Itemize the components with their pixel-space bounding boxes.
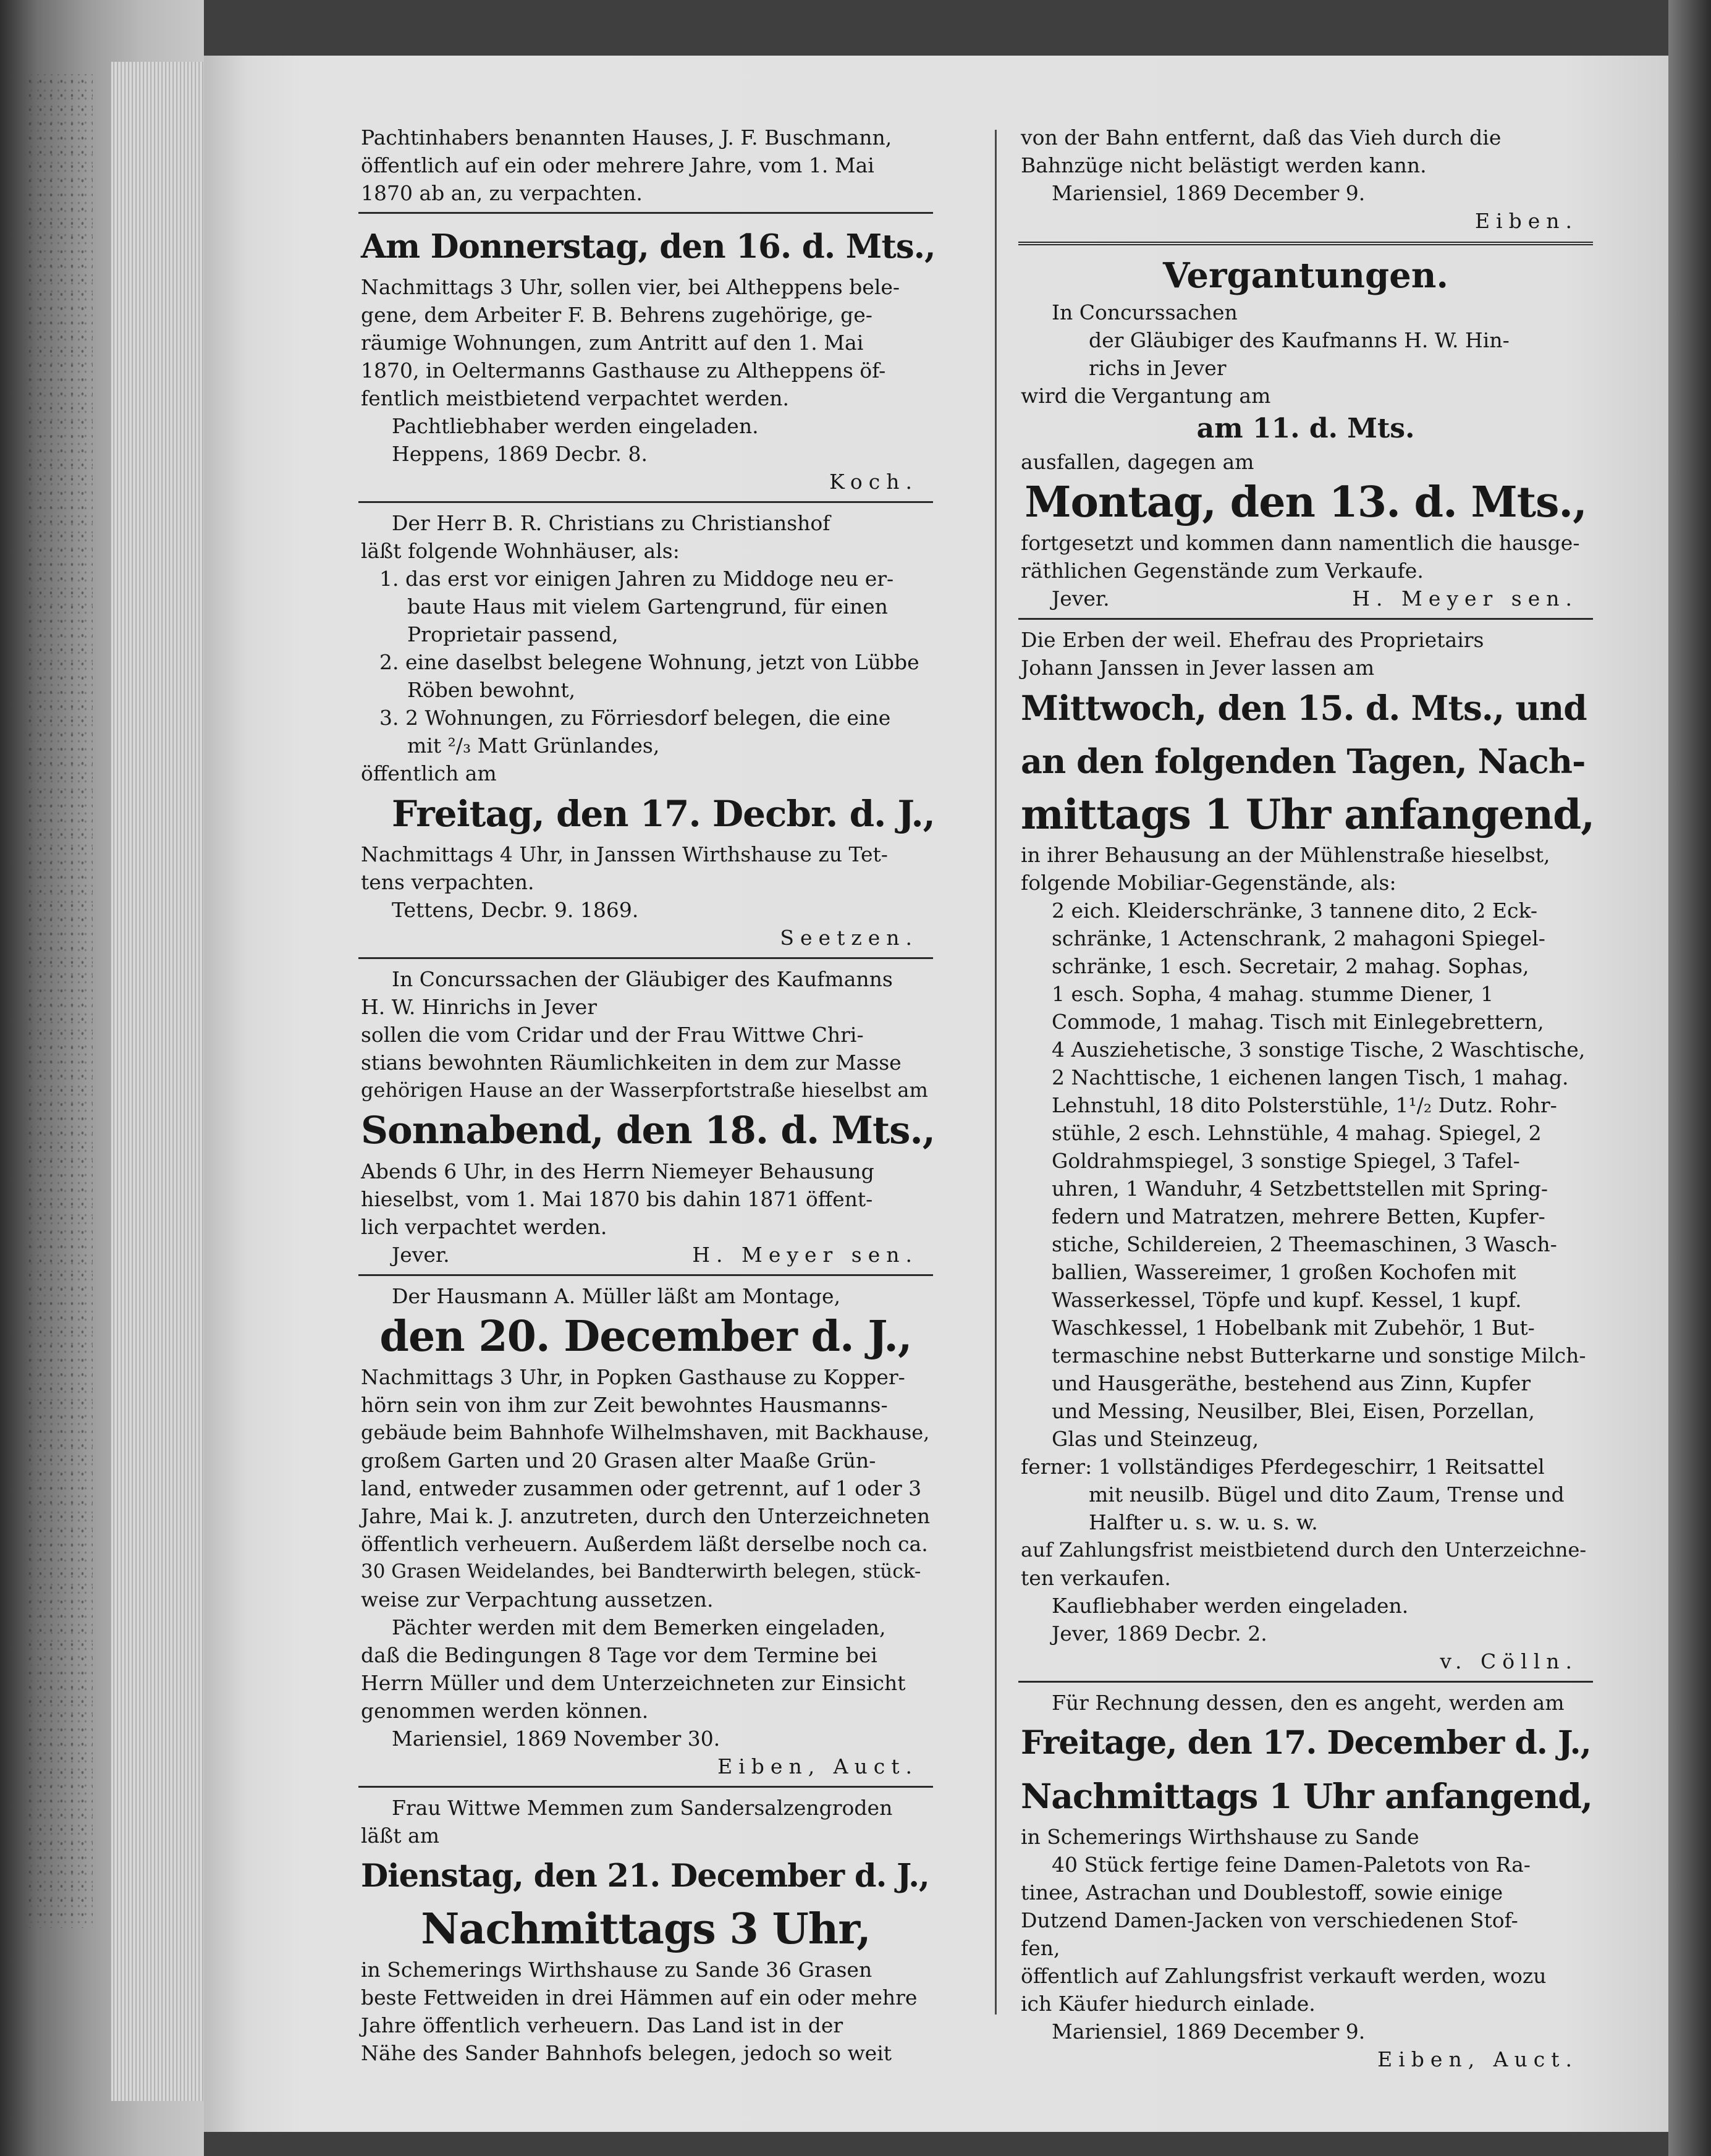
list-item: 3. 2 Wohnungen, zu Förriesdorf belegen, die eine	[379, 706, 891, 730]
notice-headline: Dienstag, den 21. December d. J.,	[361, 1858, 929, 1895]
notice-headline: Freitag, den 17. Decbr. d. J.,	[392, 793, 935, 835]
notice-headline: Montag, den 13. d. Mts.,	[1024, 478, 1587, 527]
notice-line: großem Garten und 20 Grasen alter Maaße Grün-	[361, 1448, 876, 1473]
notice-hinrichs-lease	[358, 965, 933, 1269]
notice-headline: Freitage, den 17. December d. J.,	[1021, 1724, 1591, 1762]
notice-line: von der Bahn entfernt, daß das Vieh durch die	[1021, 125, 1502, 150]
notice-line: daß die Bedingungen 8 Tage vor dem Termine bei	[361, 1643, 877, 1667]
inventory-line: schränke, 1 esch. Secretair, 2 mahag. Sophas,	[1052, 954, 1529, 978]
notice-footer	[361, 1241, 931, 1269]
list-item: 1. das erst vor einigen Jahren zu Middoge neu er-	[379, 567, 894, 591]
notice-headline: Mittwoch, den 15. d. Mts., und	[1021, 688, 1587, 728]
inventory-line: ballien, Wassereimer, 1 großen Kochofen mit	[1052, 1260, 1516, 1284]
notice-memmen-continued	[1018, 124, 1593, 235]
inventory-line: Wasserkessel, Töpfe und kupf. Kessel, 1 kupf.	[1052, 1288, 1522, 1312]
notice-line: Dutzend Damen-Jacken von verschiedenen Stof-	[1021, 1908, 1518, 1932]
inventory-line: termaschine nebst Butterkarne und sonstige Milch-	[1052, 1343, 1586, 1368]
notice-line: Jahre, Mai k. J. anzutreten, durch den Unterzeichneten	[361, 1504, 931, 1528]
inventory-line: 1 esch. Sopha, 4 mahag. stumme Diener, 1	[1052, 982, 1494, 1006]
marbled-cover	[25, 74, 93, 1928]
notice-headline: Sonnabend, den 18. d. Mts.,	[361, 1109, 935, 1152]
notice-separator	[1018, 618, 1593, 620]
notice-vergantung-hinrichs	[1018, 253, 1593, 613]
notice-headline: den 20. December d. J.,	[379, 1312, 912, 1361]
section-separator	[1018, 242, 1593, 245]
notice-line: 30 Grasen Weidelandes, bei Bandterwirth belegen, stück-	[361, 1560, 921, 1583]
list-item: baute Haus mit vielem Gartengrund, für einen	[407, 594, 888, 619]
notice-place-date: Jever.	[1052, 586, 1110, 611]
notice-signature: H. Meyer sen.	[692, 1243, 918, 1267]
inventory-line: schränke, 1 Actenschrank, 2 mahagoni Spiegel-	[1052, 926, 1545, 950]
notice-line: ich Käufer hiedurch einlade.	[1021, 1992, 1316, 2016]
list-item: Proprietair passend,	[407, 622, 619, 646]
notice-line: Johann Janssen in Jever lassen am	[1021, 656, 1375, 680]
notice-line: land, entweder zusammen oder getrennt, auf 1 oder 3	[361, 1476, 922, 1500]
notice-line: Nachmittags 3 Uhr, in Popken Gasthause zu Kopper-	[361, 1365, 905, 1389]
notice-line: Herrn Müller und dem Unterzeichneten zur Einsicht	[361, 1671, 906, 1695]
notice-line: lich verpachtet werden.	[361, 1215, 607, 1239]
notice-separator	[358, 957, 933, 959]
inventory-line: Waschkessel, 1 Hobelbank mit Zubehör, 1 But-	[1052, 1316, 1535, 1340]
inventory-line: Lehnstuhl, 18 dito Polsterstühle, 1¹/₂ Dutz. Rohr-	[1052, 1093, 1557, 1117]
notice-signature: Eiben, Auct.	[717, 1754, 918, 1778]
notice-mueller	[358, 1282, 933, 1781]
notice-line: öffentlich verheuern. Außerdem läßt derselbe noch ca.	[361, 1532, 928, 1556]
inventory-line: 2 Nachttische, 1 eichenen langen Tisch, 1 mahag.	[1052, 1065, 1569, 1089]
notice-line: läßt folgende Wohnhäuser, als:	[361, 539, 680, 563]
inventory-line: Commode, 1 mahag. Tisch mit Einlegebrettern,	[1052, 1010, 1544, 1034]
notice-line: ausfallen, dagegen am	[1021, 450, 1254, 474]
notice-place-date: Mariensiel, 1869 December 9.	[1052, 181, 1366, 205]
inventory-line: und Messing, Neusilber, Blei, Eisen, Porzellan,	[1052, 1399, 1535, 1423]
notice-line: H. W. Hinrichs in Jever	[361, 995, 597, 1019]
notice-line: Pächter werden mit dem Bemerken eingeladen,	[392, 1615, 886, 1639]
notice-line: 40 Stück fertige feine Damen-Paletots von Ra-	[1052, 1853, 1531, 1877]
inventory-line: uhren, 1 Wanduhr, 4 Setzbettstellen mit Spring-	[1052, 1177, 1548, 1201]
notice-separator	[358, 212, 933, 214]
notice-place-date: Tettens, Decbr. 9. 1869.	[392, 898, 639, 922]
notice-line: Der Hausmann A. Müller läßt am Montage,	[392, 1284, 841, 1308]
notice-line: Nachmittags 4 Uhr, in Janssen Wirthshause zu Tet-	[361, 842, 888, 866]
notice-line: Bahnzüge nicht belästigt werden kann.	[1021, 153, 1427, 177]
notice-separator	[358, 1274, 933, 1276]
notice-line: öffentlich am	[361, 761, 497, 785]
notice-line: Nachmittags 3 Uhr, sollen vier, bei Altheppens bele-	[361, 275, 900, 299]
notice-line: ten verkaufen.	[1021, 1566, 1171, 1590]
notice-memmen	[358, 1794, 933, 2067]
notice-place-date: Mariensiel, 1869 November 30.	[392, 1727, 720, 1751]
notice-signature: Seetzen.	[780, 926, 918, 950]
left-column	[358, 124, 936, 2065]
notice-line: Abends 6 Uhr, in des Herrn Niemeyer Behausung	[361, 1159, 874, 1183]
inventory-line: ferner: 1 vollständiges Pferdegeschirr, 1 Reitsattel	[1021, 1455, 1545, 1479]
inventory-line: 2 eich. Kleiderschränke, 3 tannene dito, 2 Eck-	[1052, 898, 1538, 923]
notice-line: tinee, Astrachan und Doublestoff, sowie einige	[1021, 1880, 1503, 1904]
notice-line: fen,	[1021, 1936, 1060, 1960]
notice-line: in ihrer Behausung an der Mühlenstraße hieselbst,	[1021, 843, 1550, 867]
notice-line: Frau Wittwe Memmen zum Sandersalzengroden	[392, 1796, 893, 1820]
notice-line: sollen die vom Cridar und der Frau Wittwe Chri-	[361, 1023, 864, 1047]
notice-buschmann	[358, 124, 933, 207]
notice-headline: Nachmittags 1 Uhr anfangend,	[1021, 1776, 1592, 1816]
column-divider	[995, 130, 997, 2014]
notice-footer	[1021, 585, 1591, 613]
notice-christians	[358, 509, 933, 952]
notice-headline: Nachmittags 3 Uhr,	[421, 1904, 871, 1954]
notice-paletots-sale	[1018, 1689, 1593, 2074]
notice-line: hieselbst, vom 1. Mai 1870 bis dahin 1871 öffent-	[361, 1187, 873, 1211]
inventory-line: Glas und Steinzeug,	[1052, 1427, 1259, 1451]
notice-line: tens verpachten.	[361, 870, 534, 894]
notice-line: läßt am	[361, 1824, 439, 1848]
page-gutter	[1668, 0, 1711, 2156]
notice-line: räumige Wohnungen, zum Antritt auf den 1. Mai	[361, 331, 864, 355]
notice-line: fortgesetzt und kommen dann namentlich die hausge-	[1021, 531, 1580, 555]
inventory-line: und Hausgeräthe, bestehend aus Zinn, Kupfer	[1052, 1371, 1531, 1395]
notice-separator	[358, 1786, 933, 1788]
notice-behrens	[358, 220, 936, 496]
notice-line: In Concurssachen	[1052, 300, 1238, 324]
list-item: mit ²/₃ Matt Grünlandes,	[407, 733, 660, 758]
notice-line: in Schemerings Wirthshause zu Sande	[1021, 1825, 1419, 1849]
notice-signature: Koch.	[829, 470, 918, 494]
notice-separator	[1018, 1681, 1593, 1683]
notice-line: auf Zahlungsfrist meistbietend durch den Unterzeichne-	[1021, 1538, 1587, 1562]
notice-line: richs in Jever	[1089, 356, 1227, 380]
notice-line: Pachtinhabers benannten Hauses, J. F. Buschmann,	[361, 125, 892, 150]
notice-line: hörn sein von ihm zur Zeit bewohntes Hausmanns-	[361, 1393, 888, 1417]
notice-line: räthlichen Gegenstände zum Verkaufe.	[1021, 559, 1424, 583]
notice-place-date: Jever.	[392, 1243, 450, 1267]
notice-line: 1870, in Oeltermanns Gasthause zu Altheppens öf-	[361, 358, 886, 383]
notice-line: der Gläubiger des Kaufmanns H. W. Hin-	[1089, 328, 1510, 352]
inventory-line: federn und Matratzen, mehrere Betten, Kupfer-	[1052, 1204, 1545, 1228]
notice-headline: an den folgenden Tagen, Nach-	[1021, 742, 1586, 781]
notice-line: in Schemerings Wirthshause zu Sande 36 Grasen	[361, 1958, 872, 1982]
notice-line: stians bewohnten Räumlichkeiten in dem zur Masse	[361, 1051, 902, 1075]
notice-subheadline: am 11. d. Mts.	[1196, 413, 1415, 444]
notice-line: gebäude beim Bahnhofe Wilhelmshaven, mit Backhause,	[361, 1421, 930, 1444]
notice-signature: v. Cölln.	[1440, 1649, 1578, 1673]
inventory-line: stühle, 2 esch. Lehnstühle, 4 mahag. Spiegel, 2	[1052, 1121, 1542, 1145]
notice-signature: Eiben, Auct.	[1377, 2047, 1578, 2071]
notice-line: weise zur Verpachtung aussetzen.	[361, 1587, 714, 1612]
notice-signature: H. Meyer sen.	[1352, 586, 1578, 611]
notice-headline: Am Donnerstag, den 16. d. Mts.,	[361, 227, 936, 266]
notice-line: Der Herr B. R. Christians zu Christianshof	[392, 511, 830, 535]
notice-line: In Concurssachen der Gläubiger des Kaufmanns	[392, 967, 893, 991]
notice-line: genommen werden können.	[361, 1699, 649, 1723]
notice-line: gene, dem Arbeiter F. B. Behrens zugehörige, ge-	[361, 303, 872, 327]
inventory-line: mit neusilb. Bügel und dito Zaum, Trense und	[1089, 1482, 1565, 1507]
notice-line: beste Fettweiden in drei Hämmen auf ein oder mehre	[361, 1985, 918, 2010]
right-column	[1018, 124, 1595, 2071]
notice-place-date: Heppens, 1869 Decbr. 8.	[392, 442, 648, 466]
notice-line: wird die Vergantung am	[1021, 384, 1271, 408]
section-heading: Vergantungen.	[1163, 255, 1448, 296]
notice-invite: Pachtliebhaber werden eingeladen.	[392, 414, 759, 438]
notice-signature: Eiben.	[1474, 209, 1578, 233]
inventory-line: Goldrahmspiegel, 3 sonstige Spiegel, 3 Tafel-	[1052, 1149, 1520, 1173]
notice-line: Die Erben der weil. Ehefrau des Proprietairs	[1021, 628, 1484, 652]
notice-line: 1870 ab an, zu verpachten.	[361, 181, 643, 205]
notice-line: fentlich meistbietend verpachtet werden.	[361, 386, 789, 410]
notice-janssen-auction	[1018, 626, 1593, 1676]
notice-place-date: Mariensiel, 1869 December 9.	[1052, 2019, 1366, 2044]
notice-line: öffentlich auf ein oder mehrere Jahre, vom 1. Mai	[361, 153, 874, 177]
inventory-line: stiche, Schildereien, 2 Theemaschinen, 3 Wasch-	[1052, 1232, 1557, 1256]
list-item: Röben bewohnt,	[407, 678, 576, 702]
notice-separator	[358, 501, 933, 503]
inventory-line: 4 Ausziehetische, 3 sonstige Tische, 2 Waschtische,	[1052, 1038, 1586, 1062]
notice-headline: mittags 1 Uhr anfangend,	[1021, 790, 1595, 839]
page-edges	[111, 62, 204, 2101]
notice-place-date: Jever, 1869 Decbr. 2.	[1052, 1621, 1267, 1646]
notice-line: Jahre öffentlich verheuern. Das Land ist in der	[361, 2013, 843, 2037]
notice-line: Nähe des Sander Bahnhofs belegen, jedoch so weit	[361, 2041, 892, 2065]
list-item: 2. eine daselbst belegene Wohnung, jetzt von Lübbe	[379, 650, 919, 674]
notice-line: folgende Mobiliar-Gegenstände, als:	[1021, 871, 1396, 895]
notice-line: Für Rechnung dessen, den es angeht, werden am	[1052, 1691, 1565, 1715]
notice-line: öffentlich auf Zahlungsfrist verkauft werden, wozu	[1021, 1964, 1547, 1988]
notice-line: gehörigen Hause an der Wasserpfortstraße hieselbst am	[361, 1078, 928, 1102]
notice-invite: Kaufliebhaber werden eingeladen.	[1052, 1594, 1409, 1618]
inventory-line: Halfter u. s. w. u. s. w.	[1089, 1510, 1318, 1534]
